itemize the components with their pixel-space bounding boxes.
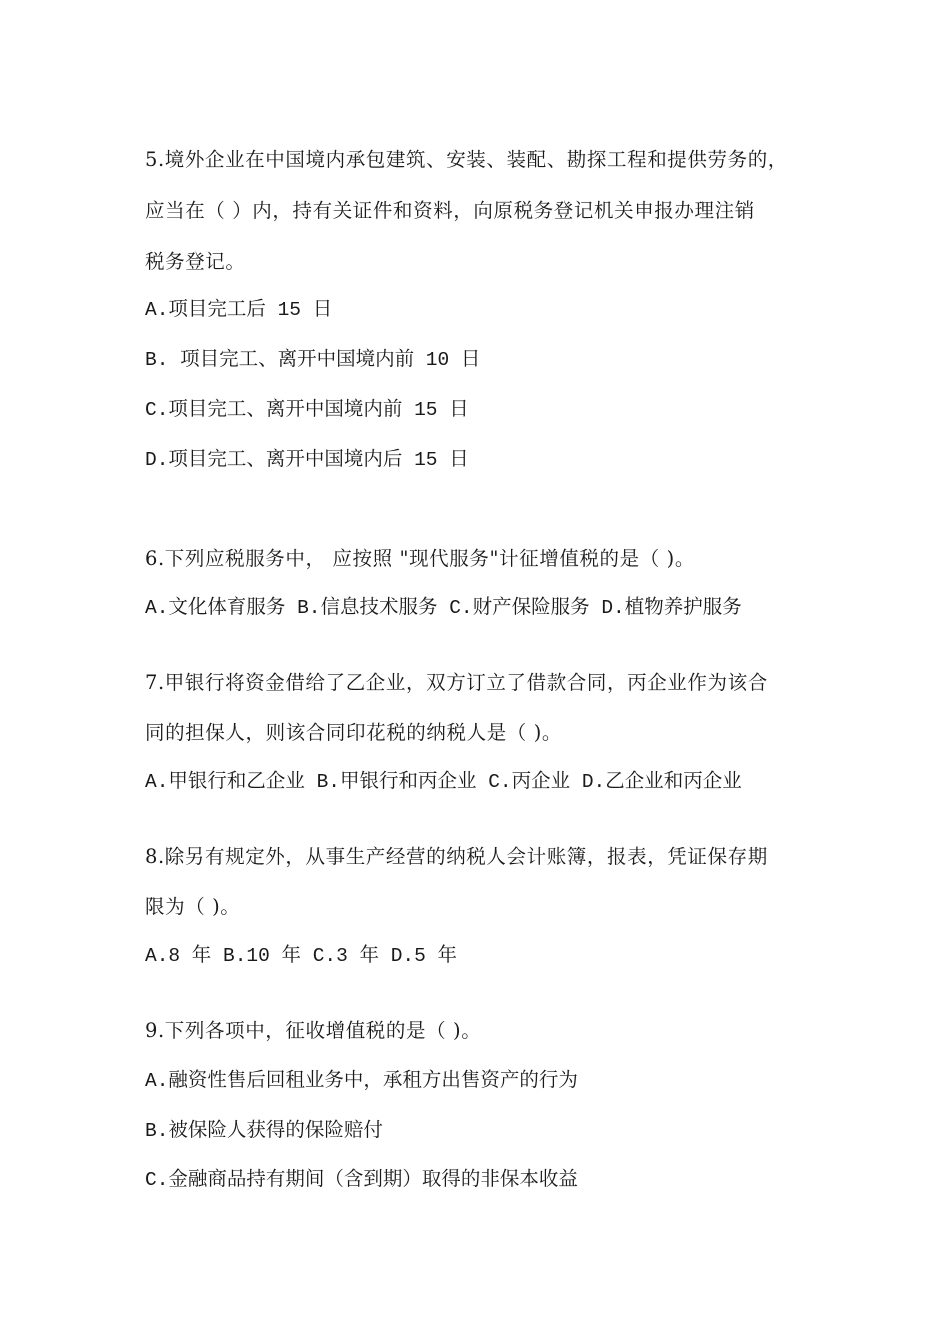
question-7-stem-line-2: 同的担保人，则该合同印花税的纳税人是（ )。 <box>145 721 563 744</box>
question-9-option-c: C.金融商品持有期间（含到期）取得的非保本收益 <box>145 1169 578 1191</box>
question-5-option-c: C.项目完工、离开中国境内前 15 日 <box>145 399 469 421</box>
question-5-option-a: A.项目完工后 15 日 <box>145 299 333 321</box>
question-7-stem-line-1: 7.甲银行将资金借给了乙企业，双方订立了借款合同，丙企业作为该合 <box>145 671 768 694</box>
question-5-option-d: D.项目完工、离开中国境内后 15 日 <box>145 449 469 471</box>
question-6-stem-line-1: 6.下列应税服务中， 应按照 "现代服务"计征增值税的是（ )。 <box>145 547 695 570</box>
question-9-stem-line-1: 9.下列各项中，征收增值税的是（ )。 <box>145 1019 482 1042</box>
question-5-stem-line-3: 税务登记。 <box>145 250 246 273</box>
question-9-option-a: A.融资性售后回租业务中，承租方出售资产的行为 <box>145 1070 578 1092</box>
question-9-option-b: B.被保险人获得的保险赔付 <box>145 1120 383 1142</box>
question-8-options: A.8 年 B.10 年 C.3 年 D.5 年 <box>145 945 458 967</box>
question-5-option-b: B. 项目完工、离开中国境内前 10 日 <box>145 349 481 371</box>
question-6-options: A.文化体育服务 B.信息技术服务 C.财产保险服务 D.植物养护服务 <box>145 597 742 619</box>
question-5-stem-line-2: 应当在（ ）内，持有关证件和资料，向原税务登记机关申报办理注销 <box>145 199 755 222</box>
question-7-options: A.甲银行和乙企业 B.甲银行和丙企业 C.丙企业 D.乙企业和丙企业 <box>145 771 742 793</box>
question-8-stem-line-2: 限为（ )。 <box>145 895 241 918</box>
question-5-stem-line-1: 5.境外企业在中国境内承包建筑、安装、装配、勘探工程和提供劳务的， <box>145 148 788 171</box>
question-8-stem-line-1: 8.除另有规定外，从事生产经营的纳税人会计账簿，报表，凭证保存期 <box>145 845 768 868</box>
